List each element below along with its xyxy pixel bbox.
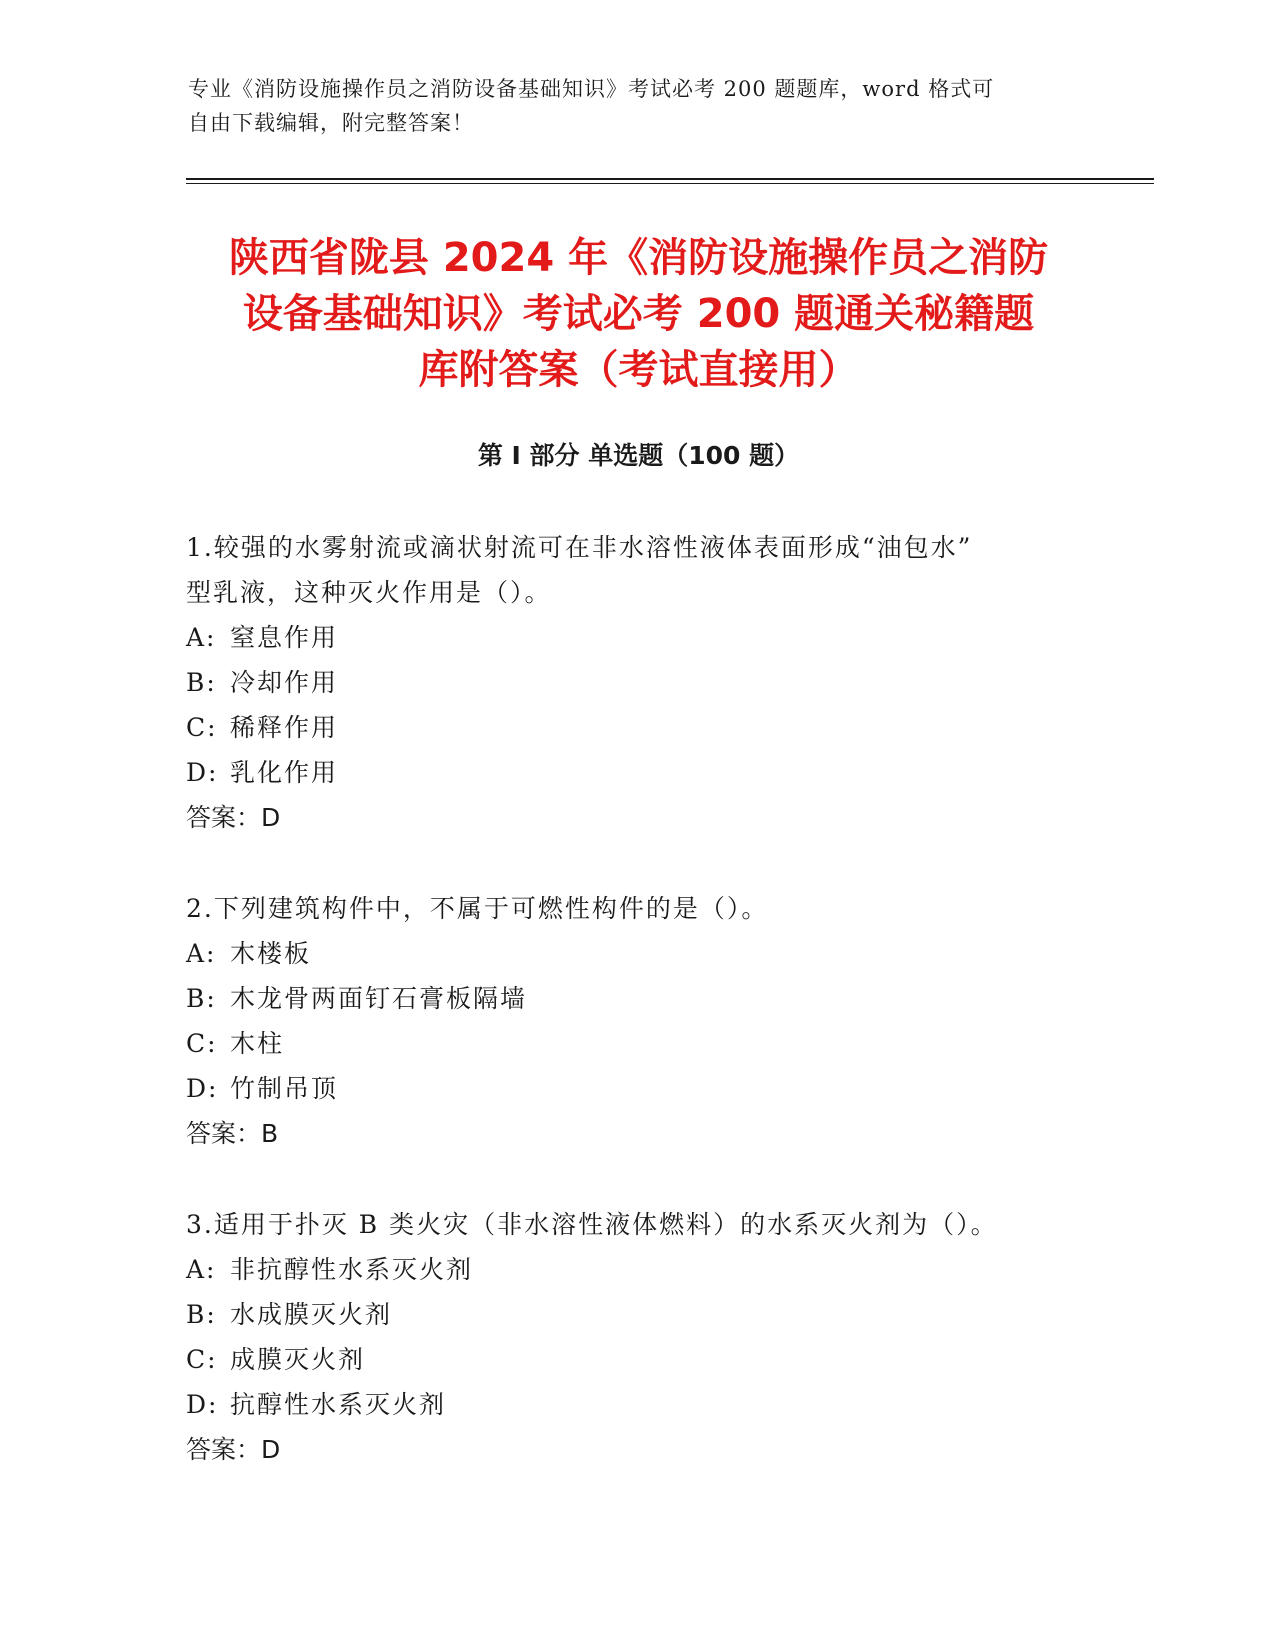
option-letter: A: <box>186 623 217 652</box>
option-letter: C: <box>186 1345 218 1374</box>
question-stem-line: 3.适用于扑灭 B 类火灾（非水溶性液体燃料）的水系灭火剂为（）。 <box>186 1210 998 1239</box>
question-stem <box>186 525 1086 615</box>
option-letter: C: <box>186 1029 218 1058</box>
header-divider-thick <box>186 178 1154 180</box>
option-letter: B: <box>186 1300 217 1329</box>
option-text: 木龙骨两面钉石膏板隔墙 <box>230 984 528 1013</box>
option-c <box>186 1337 1086 1382</box>
option-text: 稀释作用 <box>230 713 339 742</box>
header-note-line-2: 自由下载编辑，附完整答案！ <box>188 111 474 135</box>
option-letter: D: <box>186 758 219 787</box>
question-stem-line: 2.下列建筑构件中，不属于可燃性构件的是（）。 <box>186 894 769 923</box>
question-3 <box>186 1202 1086 1472</box>
option-letter: B: <box>186 984 217 1013</box>
option-a <box>186 1247 1086 1292</box>
header-divider-thin <box>186 183 1154 184</box>
answer-line: 答案：D <box>186 1435 281 1464</box>
option-c <box>186 1021 1086 1066</box>
option-text: 木楼板 <box>230 939 312 968</box>
option-text: 非抗醇性水系灭火剂 <box>230 1255 474 1284</box>
option-letter: A: <box>186 939 217 968</box>
section-heading: 第 I 部分 单选题（100 题） <box>477 441 800 470</box>
question-2 <box>186 886 1086 1156</box>
option-text: 冷却作用 <box>230 668 339 697</box>
header-note <box>188 72 1088 140</box>
option-b <box>186 1292 1086 1337</box>
option-b <box>186 976 1086 1021</box>
title-line-1: 陕西省陇县 2024 年《消防设施操作员之消防 <box>228 235 1049 281</box>
option-a <box>186 931 1086 976</box>
option-a <box>186 615 1086 660</box>
option-letter: C: <box>186 713 218 742</box>
question-stem-line: 型乳液，这种灭火作用是（）。 <box>186 578 552 607</box>
question-list <box>186 525 1086 1518</box>
answer-line: 答案：D <box>186 803 281 832</box>
option-letter: A: <box>186 1255 217 1284</box>
answer-line: 答案：B <box>186 1119 279 1148</box>
option-d <box>186 750 1086 795</box>
document-title <box>186 230 1091 398</box>
option-text: 水成膜灭火剂 <box>230 1300 393 1329</box>
option-text: 乳化作用 <box>230 758 339 787</box>
option-text: 成膜灭火剂 <box>230 1345 366 1374</box>
question-stem <box>186 886 1086 931</box>
title-line-2: 设备基础知识》考试必考 200 题通关秘籍题 <box>242 291 1035 337</box>
option-text: 木柱 <box>230 1029 285 1058</box>
option-text: 窒息作用 <box>230 623 339 652</box>
option-letter: B: <box>186 668 217 697</box>
option-c <box>186 705 1086 750</box>
option-b <box>186 660 1086 705</box>
option-text: 竹制吊顶 <box>230 1074 339 1103</box>
question-stem <box>186 1202 1086 1247</box>
option-d <box>186 1382 1086 1427</box>
option-text: 抗醇性水系灭火剂 <box>230 1390 447 1419</box>
title-line-3: 库附答案（考试直接用） <box>418 347 859 393</box>
option-letter: D: <box>186 1074 219 1103</box>
question-1 <box>186 525 1086 840</box>
option-letter: D: <box>186 1390 219 1419</box>
header-note-line-1: 专业《消防设施操作员之消防设备基础知识》考试必考 200 题题库，word 格式可 <box>188 77 995 101</box>
question-stem-line: 1.较强的水雾射流或滴状射流可在非水溶性液体表面形成“油包水” <box>186 533 973 562</box>
option-d <box>186 1066 1086 1111</box>
